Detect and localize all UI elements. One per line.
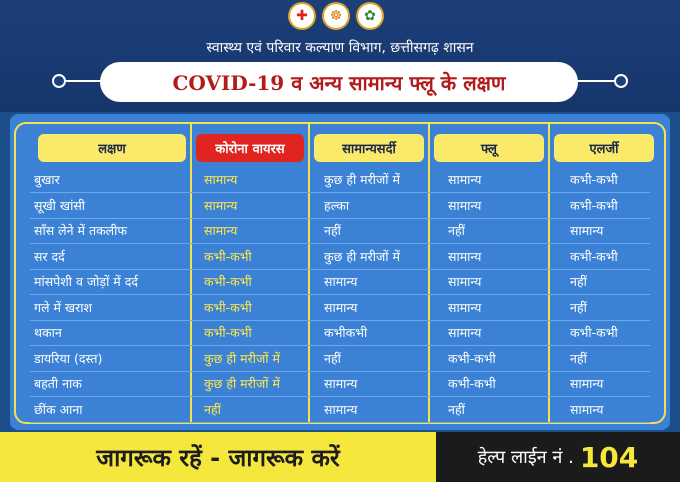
cell-corona: कुछ ही मरीजों में [204, 376, 280, 391]
cell-corona: सामान्य [204, 197, 238, 213]
header-corona: कोरोना वायरस [196, 134, 304, 162]
cell-common-cold: सामान्य [324, 401, 358, 417]
cell-allergy: नहीं [570, 274, 587, 289]
cell-symptom: छींक आना [34, 401, 83, 417]
logo-group [288, 2, 384, 30]
department-name: स्वास्थ्य एवं परिवार कल्याण विभाग, छत्तीसगढ़ शासन [206, 40, 474, 56]
cell-symptom: सूखी खांसी [34, 197, 86, 213]
state-emblem-icon: ☸ [322, 2, 350, 30]
table-row [30, 321, 650, 346]
table-row [30, 270, 650, 295]
cell-corona: कभी-कभी [204, 274, 252, 289]
cell-allergy: सामान्य [570, 223, 604, 238]
table-row [30, 398, 650, 423]
cell-allergy: कभी-कभी [570, 248, 618, 264]
cell-symptom: बहती नाक [34, 376, 82, 391]
cell-allergy: कभी-कभी [570, 325, 618, 340]
cell-flu: सामान्य [448, 325, 482, 340]
cell-allergy: सामान्य [570, 376, 604, 391]
cell-corona: कभी-कभी [204, 325, 252, 340]
cell-corona: कभी-कभी [204, 248, 252, 264]
cell-flu: सामान्य [448, 299, 482, 315]
table-row [30, 245, 650, 270]
cell-flu: सामान्य [448, 248, 482, 264]
cell-common-cold: सामान्य [324, 299, 358, 315]
cell-flu: सामान्य [448, 172, 482, 187]
cell-symptom: डायरिया (दस्त) [34, 350, 103, 366]
divider-dot-right [614, 74, 628, 88]
cell-symptom: गले में खराश [34, 299, 93, 315]
header-symptom: लक्षण [38, 134, 186, 162]
table-row [30, 219, 650, 244]
cell-corona: सामान्य [204, 172, 238, 187]
cell-allergy: कभी-कभी [570, 197, 618, 213]
slogan-text: जागरूक रहें - जागरूक करें [96, 443, 340, 472]
helpline-number: 104 [579, 440, 639, 474]
cell-flu: सामान्य [448, 197, 482, 213]
slogan-banner [0, 432, 436, 482]
cell-corona: कुछ ही मरीजों में [204, 350, 280, 366]
cell-corona: नहीं [204, 401, 221, 417]
header-banner [0, 0, 680, 112]
table-row [30, 347, 650, 372]
cell-common-cold: कुछ ही मरीजों में [324, 172, 400, 187]
cell-common-cold: नहीं [324, 350, 341, 366]
header-common-cold: सामान्यसर्दी [314, 134, 424, 162]
cell-flu: सामान्य [448, 274, 482, 289]
cell-allergy: सामान्य [570, 401, 604, 417]
seal-icon: ✿ [356, 2, 384, 30]
cell-symptom: बुखार [34, 172, 60, 187]
page-title: COVID-19 व अन्य सामान्य फ्लू के लक्षण [100, 62, 578, 102]
cell-corona: सामान्य [204, 223, 238, 238]
cell-symptom: साँस लेने में तकलीफ [34, 223, 128, 238]
cell-common-cold: हल्का [324, 197, 350, 213]
table-row [30, 168, 650, 193]
table-row [30, 372, 650, 397]
helpline-banner [436, 432, 680, 482]
cell-allergy: नहीं [570, 350, 587, 366]
cell-flu: कभी-कभी [448, 350, 496, 366]
cell-symptom: सर दर्द [34, 248, 65, 264]
cell-allergy: नहीं [570, 299, 587, 315]
cell-common-cold: सामान्य [324, 376, 358, 391]
header-flu: फ्लू [434, 134, 544, 162]
divider-dot-left [52, 74, 66, 88]
cell-symptom: मांसपेशी व जोड़ों में दर्द [34, 274, 139, 289]
header-allergy: एलर्जी [554, 134, 654, 162]
cell-common-cold: नहीं [324, 223, 341, 238]
cell-common-cold: सामान्य [324, 274, 358, 289]
cell-common-cold: कभीकभी [324, 325, 368, 340]
cell-common-cold: कुछ ही मरीजों में [324, 248, 400, 264]
helpline-label: हेल्प लाईन नं . [477, 447, 574, 468]
health-emblem-icon: ✚ [288, 2, 316, 30]
cell-flu: नहीं [448, 223, 465, 238]
cell-flu: नहीं [448, 401, 465, 417]
cell-flu: कभी-कभी [448, 376, 496, 391]
table-row [30, 194, 650, 219]
cell-symptom: थकान [34, 325, 62, 340]
cell-allergy: कभी-कभी [570, 172, 618, 187]
cell-corona: कभी-कभी [204, 299, 252, 315]
table-row [30, 296, 650, 321]
